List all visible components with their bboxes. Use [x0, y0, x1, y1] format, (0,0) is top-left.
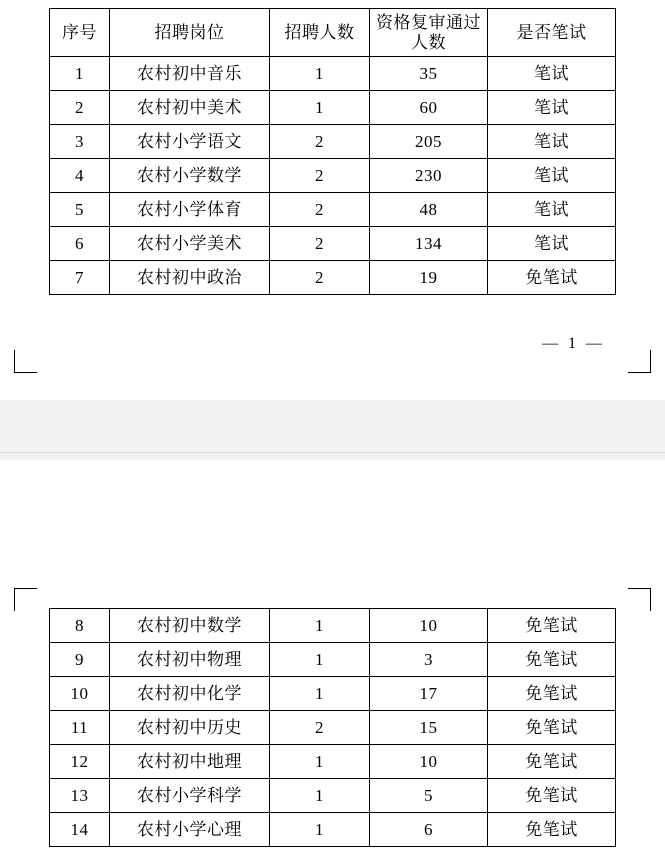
cell-seq: 5	[50, 193, 110, 227]
cell-seq: 4	[50, 159, 110, 193]
cell-seq: 14	[50, 813, 110, 847]
table-row	[50, 193, 616, 227]
cell-post: 农村初中音乐	[110, 57, 270, 91]
cell-post: 农村小学体育	[110, 193, 270, 227]
cell-hire: 1	[270, 813, 370, 847]
cell-passed: 5	[370, 779, 488, 813]
header-cell-post: 招聘岗位	[110, 9, 270, 57]
cell-exam: 笔试	[488, 159, 616, 193]
cell-hire: 1	[270, 779, 370, 813]
cell-seq: 7	[50, 261, 110, 295]
cell-post: 农村初中化学	[110, 677, 270, 711]
document-page-1	[0, 0, 665, 400]
cell-exam: 免笔试	[488, 813, 616, 847]
cell-seq: 12	[50, 745, 110, 779]
cell-exam: 笔试	[488, 57, 616, 91]
cell-passed: 3	[370, 643, 488, 677]
cell-passed: 205	[370, 125, 488, 159]
cell-hire: 2	[270, 227, 370, 261]
table-row	[50, 125, 616, 159]
cell-passed: 19	[370, 261, 488, 295]
table-row	[50, 261, 616, 295]
cell-exam: 免笔试	[488, 643, 616, 677]
table-header-row	[50, 9, 616, 57]
cell-exam: 笔试	[488, 91, 616, 125]
header-cell-seq: 序号	[50, 9, 110, 57]
table-row	[50, 91, 616, 125]
table-row	[50, 159, 616, 193]
header-cell-passed-count-line1: 资格复审通过	[376, 12, 481, 32]
cell-post: 农村小学数学	[110, 159, 270, 193]
recruitment-table-page2	[49, 608, 616, 847]
cell-passed: 230	[370, 159, 488, 193]
table-row	[50, 779, 616, 813]
cell-seq: 9	[50, 643, 110, 677]
page1-table-wrapper	[0, 8, 665, 295]
header-cell-hire-count: 招聘人数	[270, 9, 370, 57]
cell-passed: 10	[370, 745, 488, 779]
cell-hire: 1	[270, 609, 370, 643]
cell-exam: 笔试	[488, 193, 616, 227]
cell-post: 农村小学美术	[110, 227, 270, 261]
header-cell-passed-count	[370, 9, 488, 57]
cell-passed: 10	[370, 609, 488, 643]
recruitment-table-page1	[49, 8, 616, 295]
header-cell-passed-count-line2: 人数	[411, 32, 446, 52]
cell-hire: 2	[270, 159, 370, 193]
cell-seq: 3	[50, 125, 110, 159]
cell-hire: 1	[270, 745, 370, 779]
cell-hire: 2	[270, 711, 370, 745]
cell-post: 农村初中物理	[110, 643, 270, 677]
page2-table-wrapper	[0, 608, 665, 847]
cell-passed: 6	[370, 813, 488, 847]
cell-hire: 1	[270, 677, 370, 711]
cell-passed: 17	[370, 677, 488, 711]
cell-hire: 2	[270, 193, 370, 227]
cell-post: 农村初中历史	[110, 711, 270, 745]
cell-post: 农村初中数学	[110, 609, 270, 643]
cell-passed: 15	[370, 711, 488, 745]
cell-post: 农村小学心理	[110, 813, 270, 847]
cell-exam: 免笔试	[488, 609, 616, 643]
table-row	[50, 745, 616, 779]
page-separator-line	[0, 452, 665, 453]
table-row	[50, 813, 616, 847]
document-page-2	[0, 460, 665, 863]
cell-passed: 48	[370, 193, 488, 227]
cell-seq: 1	[50, 57, 110, 91]
cell-hire: 2	[270, 125, 370, 159]
cell-exam: 笔试	[488, 125, 616, 159]
cell-exam: 笔试	[488, 227, 616, 261]
cell-post: 农村小学语文	[110, 125, 270, 159]
table-row	[50, 57, 616, 91]
cell-passed: 60	[370, 91, 488, 125]
cell-exam: 免笔试	[488, 677, 616, 711]
cell-post: 农村初中美术	[110, 91, 270, 125]
cell-exam: 免笔试	[488, 261, 616, 295]
cell-post: 农村小学科学	[110, 779, 270, 813]
cell-seq: 11	[50, 711, 110, 745]
cell-seq: 13	[50, 779, 110, 813]
cell-seq: 8	[50, 609, 110, 643]
cell-passed: 35	[370, 57, 488, 91]
cell-hire: 1	[270, 643, 370, 677]
table-row	[50, 227, 616, 261]
header-cell-exam: 是否笔试	[488, 9, 616, 57]
table-row	[50, 643, 616, 677]
page-separator	[0, 400, 665, 460]
cell-seq: 6	[50, 227, 110, 261]
cell-passed: 134	[370, 227, 488, 261]
cell-post: 农村初中地理	[110, 745, 270, 779]
cell-hire: 1	[270, 57, 370, 91]
table-row	[50, 609, 616, 643]
page-number: — 1 —	[542, 335, 605, 352]
cell-exam: 免笔试	[488, 779, 616, 813]
cell-hire: 1	[270, 91, 370, 125]
crop-mark-bottom-left	[14, 350, 37, 373]
table-row	[50, 677, 616, 711]
table-row	[50, 711, 616, 745]
cell-seq: 2	[50, 91, 110, 125]
cell-hire: 2	[270, 261, 370, 295]
crop-mark-bottom-right	[628, 350, 651, 373]
cell-exam: 免笔试	[488, 711, 616, 745]
cell-post: 农村初中政治	[110, 261, 270, 295]
cell-exam: 免笔试	[488, 745, 616, 779]
cell-seq: 10	[50, 677, 110, 711]
